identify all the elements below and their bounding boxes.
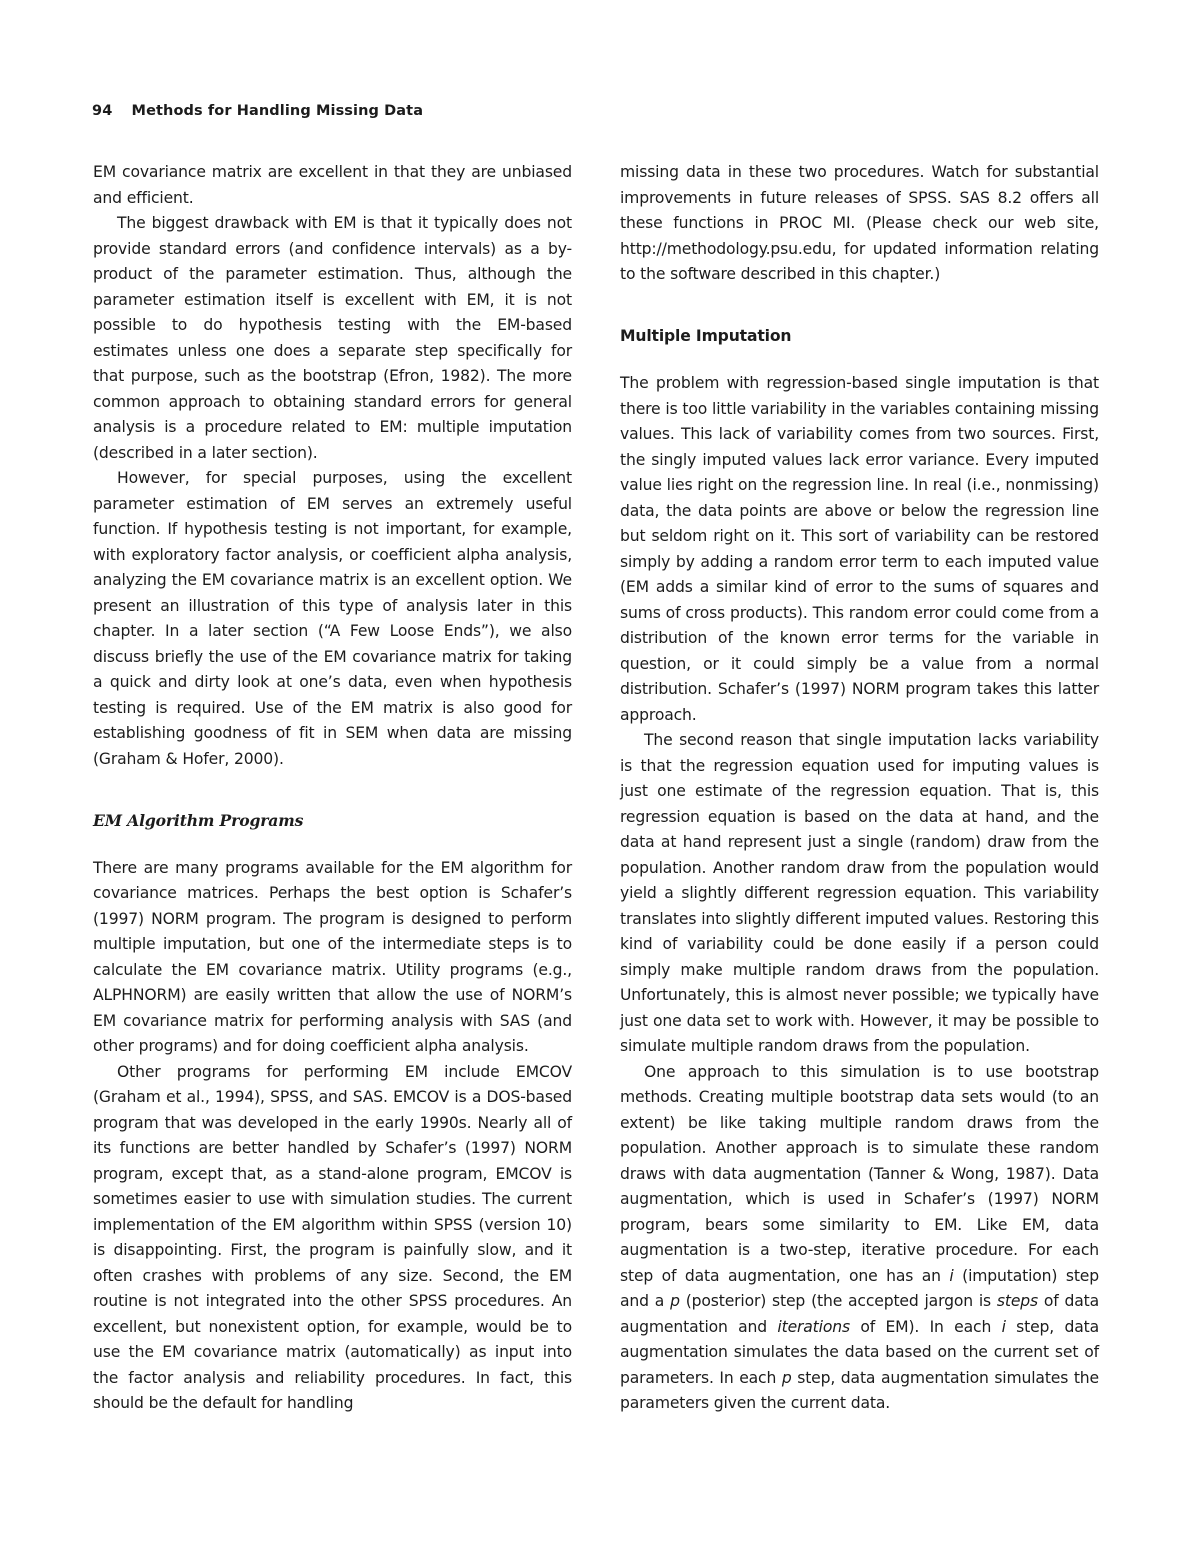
subsection-heading: EM Algorithm Programs (93, 811, 304, 830)
running-title: Methods for Handling Missing Data (131, 103, 424, 119)
italic-term: iterations (777, 1317, 850, 1336)
paragraph: The problem with regression-based single imputation is that there is too little variability in the variables containing missing values. This lack of variability comes from two sources. First, the singly imputed values lack error variance. Every imputed value lies right on the regression line. In real (i.e., nonmissing) data, the data points are above or below the regression line but seldom right on it. This sort of variability can be restored simply by adding a random error term to each imputed value (EM adds a similar kind of error to the sums of squares and sums of cross products). This random error could come from a distribution of the known error terms for the variable in question, or it could simply be a value from a normal distribution. Schafer’s (1997) NORM program takes this latter approach. (620, 374, 1099, 724)
italic-term: p (781, 1368, 792, 1387)
page-number: 94 (92, 103, 113, 119)
section-heading: Multiple Imputation (620, 326, 792, 345)
left-column (93, 160, 572, 1417)
text-run: step, data augmentation simulates the parameters given the current data. (620, 1368, 1099, 1412)
running-head (92, 103, 423, 119)
text-run: (posterior) step (the accepted jargon is (679, 1292, 997, 1310)
italic-term: steps (996, 1292, 1038, 1310)
italic-term: i (1001, 1317, 1006, 1336)
italic-term: i (949, 1266, 954, 1285)
paragraph: The biggest drawback with EM is that it typically does not provide standard errors (and confidence intervals) as a by-product of the parameter estimation. Thus, although the parameter estimation itself is excellent with EM, it is not possible to do hypothesis testing with the EM-based estimates unless one does a separate step specifically for that purpose, such as the bootstrap (Efron, 1982). The more common approach to obtaining standard errors for general analysis is a procedure related to EM: multiple imputation (described in a later section). (93, 214, 572, 462)
paragraph: However, for special purposes, using the excellent parameter estimation of EM serves an extremely useful function. If hypothesis testing is not important, for example, with exploratory factor analysis, or coefficient alpha analysis, analyzing the EM covariance matrix is an excellent option. We present an illustration of this type of analysis later in this chapter. In a later section (“A Few Loose Ends”), we also discuss briefly the use of the EM covariance matrix for taking a quick and dirty look at one’s data, even when hypothesis testing is required. Use of the EM matrix is also good for establishing goodness of fit in SEM when data are missing (Graham & Hofer, 2000). (93, 469, 572, 768)
text-run: of EM). In each (849, 1317, 1002, 1336)
italic-term: p (670, 1292, 680, 1310)
paragraph: missing data in these two procedures. Watch for substantial improvements in future releases of SPSS. SAS 8.2 offers all these functions in PROC MI. (Please check our web site, http://methodology.psu.edu, for updated information relating to the software described in this chapter.) (620, 163, 1099, 283)
text-run: (imputation) step and a (620, 1266, 1099, 1310)
paragraph: EM covariance matrix are excellent in that they are unbiased and efficient. (93, 163, 572, 207)
paragraph: Other programs for performing EM include EMCOV (Graham et al., 1994), SPSS, and SAS. EMCOV is a DOS-based program that was developed in the early 1990s. Nearly all of its functions are better handled by Schafer’s (1997) NORM program, except that, as a stand-alone program, EMCOV is sometimes easier to use with simulation studies. The current implementation of the EM algorithm within SPSS (version 10) is disappointing. First, the program is painfully slow, and it often crashes with problems of any size. Second, the EM routine is not integrated into the other SPSS procedures. An excellent, but nonexistent option, for example, would be to use the EM covariance matrix (automatically) as input into the factor analysis and reliability procedures. In fact, this should be the default for handling (93, 1062, 572, 1412)
right-column (620, 160, 1099, 1417)
paragraph: The second reason that single imputation lacks variability is that the regression equation used for imputing values is just one estimate of the regression equation. That is, this regression equation is based on the data at hand, and the data at hand represent just a single (random) draw from the population. Another random draw from the population would yield a slightly different regression equation. This variability translates into slightly different imputed values. Restoring this kind of variability could be done easily if a person could simply make multiple random draws from the population. Unfortunately, this is almost never possible; we typically have just one data set to work with. However, it may be possible to simulate multiple random draws from the population. (620, 731, 1099, 1055)
text-run: step, data augmentation simulates the data based on the current set of parameters. In each (620, 1317, 1100, 1387)
text-run: One approach to this simulation is to use bootstrap methods. Creating multiple bootstrap data sets would (to an extent) be like taking multiple random draws from the population. Another approach is to simulate these random draws with data augmentation (Tanner & Wong, 1987). Data augmentation, which is used in Schafer’s (1997) NORM program, bears some similarity to EM. Like EM, data augmentation is a two-step, iterative procedure. For each step of data augmentation, one has an (620, 1062, 1099, 1285)
paragraph (620, 1060, 1099, 1417)
text-run: of data augmentation and (620, 1292, 1099, 1336)
paragraph: There are many programs available for the EM algorithm for covariance matrices. Perhaps the best option is Schafer’s (1997) NORM program. The program is designed to perform multiple imputation, but one of the intermediate steps is to calculate the EM covariance matrix. Utility programs (e.g., ALPHNORM) are easily written that allow the use of NORM’s EM covariance matrix for performing analysis with SAS (and other programs) and for doing coefficient alpha analysis. (93, 858, 572, 1055)
